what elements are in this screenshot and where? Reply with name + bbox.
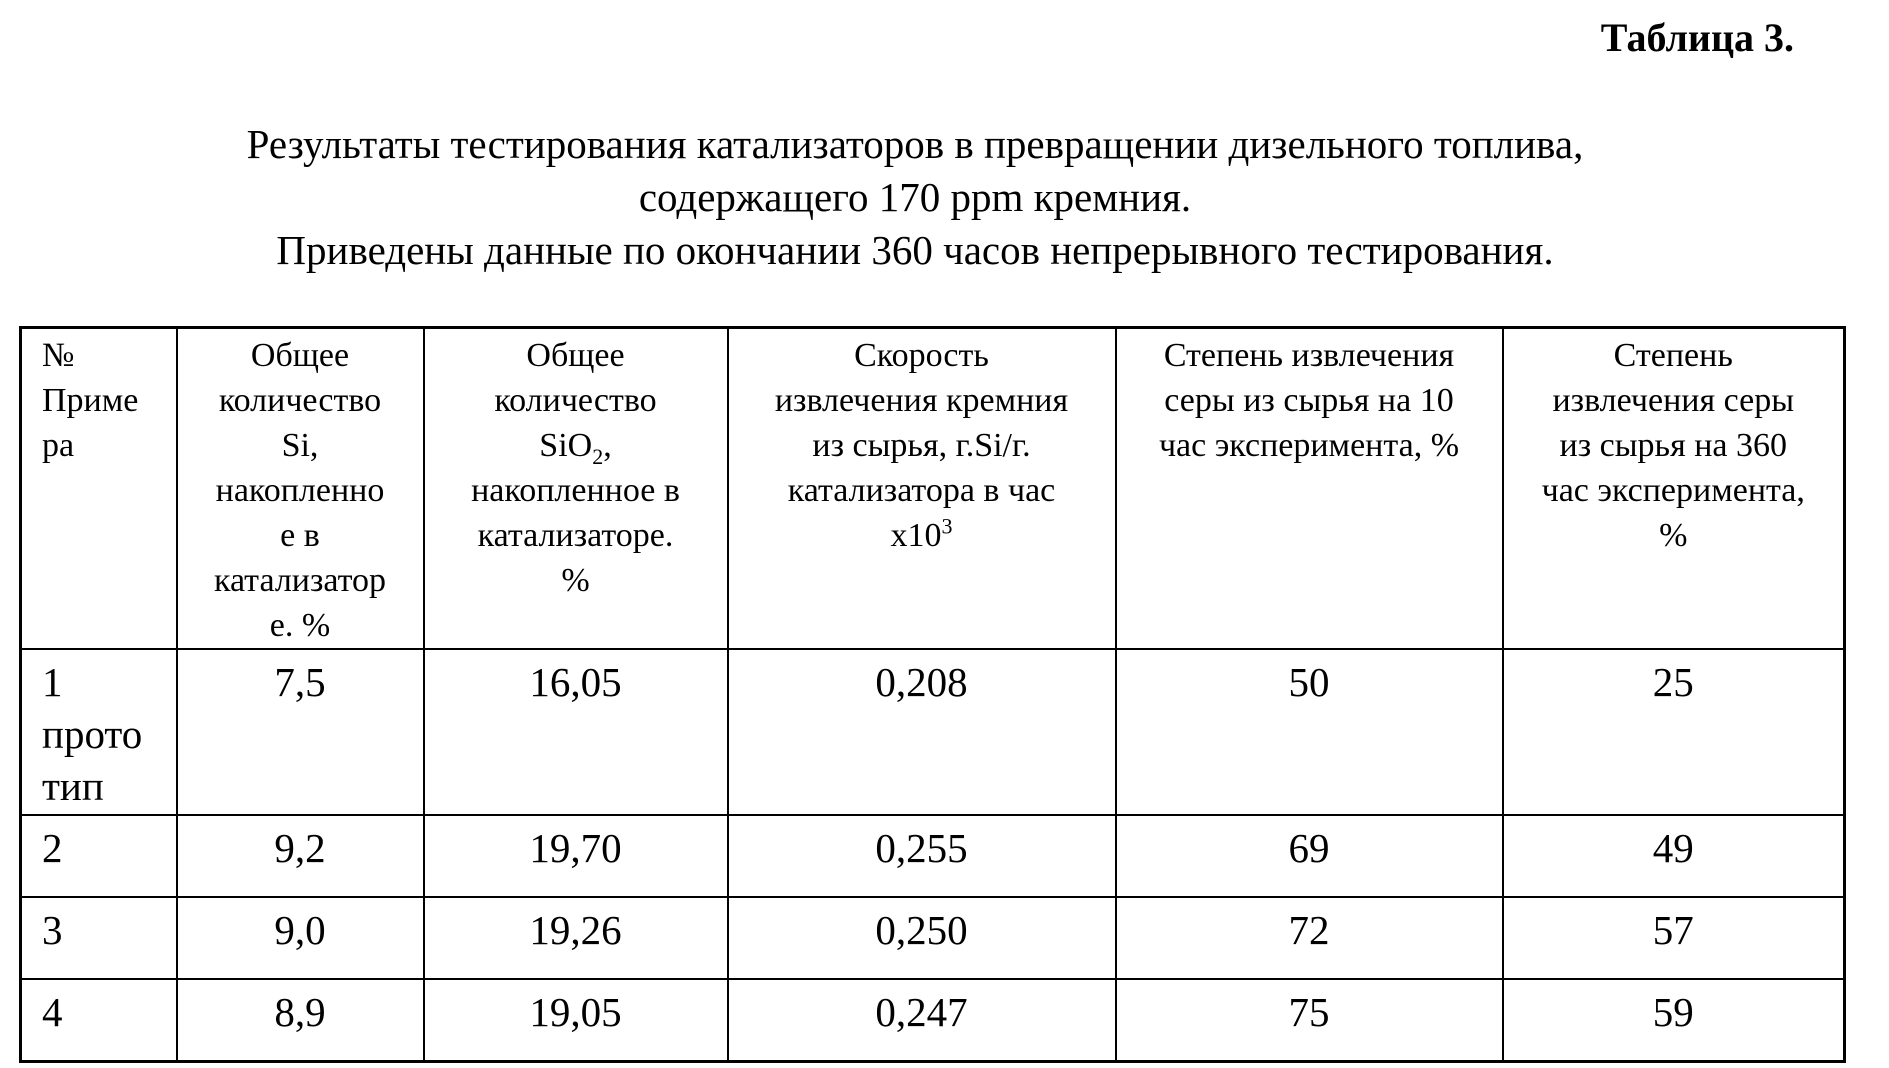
sio2-total-cell: 19,70: [424, 815, 728, 897]
header-row: [21, 328, 1845, 650]
table-number-label: Таблица 3.: [1600, 15, 1794, 60]
si-total-cell: 7,5: [177, 649, 424, 815]
si-rate-cell: 0,208: [728, 649, 1116, 815]
header-sio2-total: Общее количество SiO$_2$, накопленное в катализаторе. %: [424, 328, 728, 650]
si-total-cell: 9,0: [177, 897, 424, 979]
example-number-cell: 1 прото тип: [21, 649, 177, 815]
header-si-removal-rate: Скорость извлечения кремния из сырья, г.Si/г. катализатора в час $x10^3$: [728, 328, 1116, 650]
header-example-number: № Приме ра: [21, 328, 177, 650]
header-sulfur-removal-360h: Степень извлечения серы из сырья на 360 час эксперимента, %: [1503, 328, 1845, 650]
si-rate-cell: 0,250: [728, 897, 1116, 979]
si-rate-cell: 0,255: [728, 815, 1116, 897]
sulfur-10h-cell: 72: [1116, 897, 1503, 979]
table-row: [21, 815, 1845, 897]
si-total-cell: 8,9: [177, 979, 424, 1062]
sulfur-10h-cell: 50: [1116, 649, 1503, 815]
sulfur-360h-cell: 25: [1503, 649, 1845, 815]
sulfur-10h-cell: 69: [1116, 815, 1503, 897]
header-si-total: Общее количество Si, накопленно е в катализатор е. %: [177, 328, 424, 650]
sulfur-360h-cell: 59: [1503, 979, 1845, 1062]
caption-line-3: Приведены данные по окончании 360 часов непрерывного тестирования.: [276, 227, 1554, 273]
example-number-cell: 3: [21, 897, 177, 979]
example-number-cell: 4: [21, 979, 177, 1062]
si-total-cell: 9,2: [177, 815, 424, 897]
caption-line-1: Результаты тестирования катализаторов в превращении дизельного топлива,: [246, 121, 1584, 167]
sio2-total-cell: 16,05: [424, 649, 728, 815]
table-row: [21, 649, 1845, 815]
sulfur-360h-cell: 49: [1503, 815, 1845, 897]
results-table: [19, 326, 1846, 1063]
sulfur-360h-cell: 57: [1503, 897, 1845, 979]
sulfur-10h-cell: 75: [1116, 979, 1503, 1062]
example-number-cell: 2: [21, 815, 177, 897]
table-row: [21, 979, 1845, 1062]
sio2-total-cell: 19,05: [424, 979, 728, 1062]
si-rate-cell: 0,247: [728, 979, 1116, 1062]
sio2-total-cell: 19,26: [424, 897, 728, 979]
table-row: [21, 897, 1845, 979]
table-caption: [40, 118, 1790, 277]
caption-line-2: содержащего 170 ppm кремния.: [638, 174, 1192, 220]
header-sulfur-removal-10h: Степень извлечения серы из сырья на 10 час эксперимента, %: [1116, 328, 1503, 650]
